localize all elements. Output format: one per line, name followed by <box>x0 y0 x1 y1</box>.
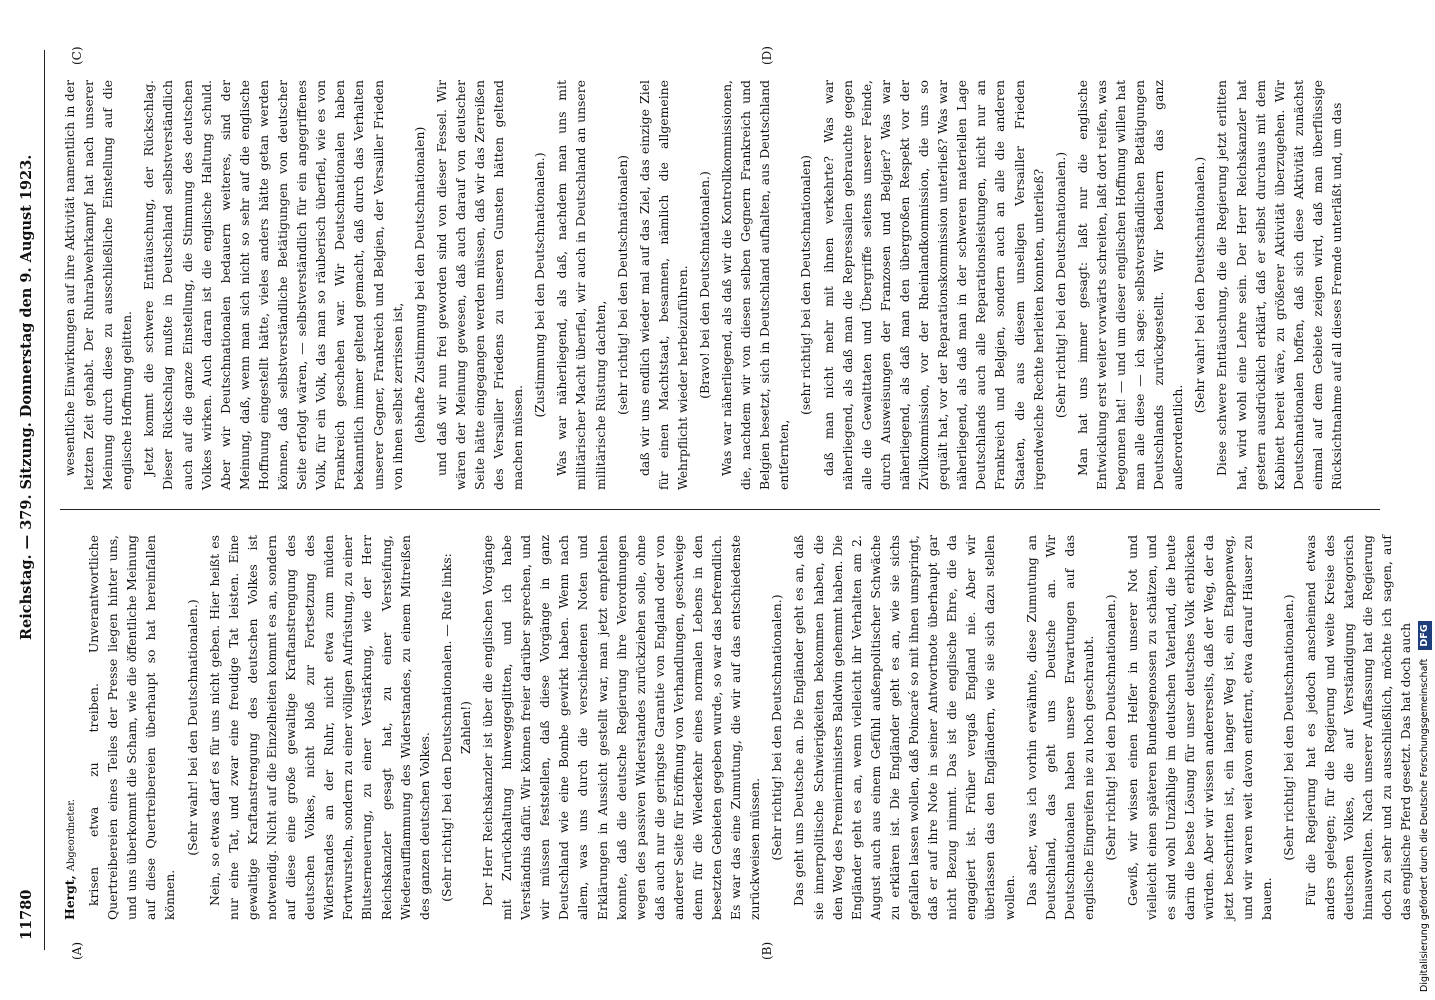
speaker-role: Abgeordneter. <box>66 798 77 872</box>
paragraph: und daß wir nun frei geworden sind von dieser Fessel. Wir wären der Meinung gewesen, daß auch darauf von deutscher Seite hätte eingegangen werden müssen, daß wir das Zerreißen des Versailler Friedens zu unseren Gunsten hätten geltend machen müssen. <box>433 80 526 490</box>
right-column-body <box>60 80 1346 490</box>
paragraph: Der Herr Reichskanzler ist über die englischen Vorgänge mit Zurückhaltung hinweggeglitten, und ich habe Verständnis dafür. Wir können freier darüber sprechen, und wir müssen feststellen, daß diese Vorgänge in ganz Deutschland wie eine Bombe gewirkt haben. Wenn nach allem, was uns durch die verschiedenen Noten und Erklärungen in Aussicht gestellt war, man jetzt empfehlen konnte, daß die deutsche Regierung ihre Verordnungen wegen des passiven Widerstandes zurückziehen solle, ohne daß auch nur die geringste Garantie von England oder von anderer Seite für Eröffnung von Verhandlungen, geschweige denn für die Wiederkehr eines normalen Lebens in den besetzten Gebieten gegeben wurde, so war das befremdlich. Es war das eine Zumutung, die wir auf das entschiedenste zurückweisen müssen. <box>479 535 763 920</box>
interjection: (Sehr richtig! bei den Deutschnationalen.) <box>1052 151 1068 419</box>
paragraph: Das geht uns Deutsche an. Die Engländer geht es an, daß sie innerpolitische Schwierigkeiten bekommen haben, die den Weg des Premierministers Baldwin gehemmt haben. Die Engländer geht es an, wenn vielleicht ihr Verhalten am 2. August auch aus einem Gefühl außenpolitischer Schwäche zu erklären ist. Die Engländer geht es an, wie sie sichs gefallen lassen wollen, daß Poincaré so mit ihnen umspringt, daß er auf ihre Note in seiner Antwortnote überhaupt gar nicht Bezug nimmt. Das ist die englische Ehre, die da engagiert ist. Früher vergaß England nie. Aber wir überlassen das den Engländern, wie sie sich dazu stellen wollen. <box>791 535 1017 920</box>
paragraph: daß wir uns endlich wieder mal auf das Ziel, das einzige Ziel für einen Machtstaat, besannen, nämlich die allgemeine Wehrpflicht wieder herbeizuführen. <box>636 80 690 490</box>
speaker-name: Hergt, <box>62 875 77 920</box>
interjection: (sehr richtig! bei den Deutschnationalen) <box>614 154 630 416</box>
paragraph: Für die Regierung hat es jedoch anscheinend etwas anders gelegen; für die Regierung und weite Kreise des deutschen Volkes, die auf Verständigung kategorisch hinauswollten. Nach unserer Auffassung hat die Regierung doch zu sehr und zu ausschließlich, möchte ich sagen, auf das englische Pferd gesetzt. Das hat doch auch <box>1302 535 1414 920</box>
page-number: 11780 <box>18 889 35 940</box>
margin-mark-a: (A) <box>70 941 84 960</box>
dfg-logo: DFG <box>1418 621 1432 649</box>
margin-mark-c: (C) <box>70 46 84 65</box>
header-rule <box>44 50 45 950</box>
interjection: (Sehr richtig! bei den Deutschnationalen.) <box>1102 594 1118 861</box>
interjection: (Sehr richtig! bei den Deutschnationalen.) <box>1280 594 1296 861</box>
speaker-line <box>60 535 81 920</box>
interjection: (Sehr richtig! bei den Deutschnationalen. — Rufe links: Zahlen!) <box>438 553 473 902</box>
left-column <box>60 535 1414 920</box>
margin-mark-b: (B) <box>760 941 774 960</box>
page-title: Reichstag. — 379. Sitzung. Donnerstag den 9. August 1923. <box>18 154 35 640</box>
paragraph: Gewiß, wir wissen einen Helfer in unserer Not und vielleicht einen späteren Bundesgenossen zu schätzen, und es sind wohl Unzählige im deutschen Vaterland, die heute darin die beste Lösung für unser deutsches Volk erblicken würden. Aber wir wissen andererseits, daß der Weg, der da jetzt beschritten ist, ein langer Weg ist, ein Etappenweg, und wir waren weit davon entfernt, etwa darauf Häuser zu bauen. <box>1125 535 1274 920</box>
column-divider <box>60 509 1380 510</box>
left-column-body <box>84 535 1415 920</box>
interjection: (Sehr wahr! bei den Deutschnationalen.) <box>1192 156 1208 414</box>
dfg-credit-text: Digitalisierung gefördert durch die Deutsche Forschungsgemeinschaft <box>1419 658 1430 992</box>
paragraph: wesentliche Einwirkungen auf ihre Aktivität namentlich in der letzten Zeit gehabt. Der Ruhrabwehrkampf hat nach unserer Meinung durch diese zu ausschließliche Einstellung auf die englische Hoffnung gelitten. <box>62 80 135 490</box>
interjection: (Sehr richtig! bei den Deutschnationalen.) <box>769 594 785 861</box>
paragraph: daß man nicht mehr mit ihnen verkehrte? Was war näherliegend, als daß man die Repressalien gebrauchte gegen alle die Gewalttaten und Übergriffe seitens unserer Feinde, durch Ausweisungen der Franzosen und Belgier? Was war näherliegend, als daß man den übergroßen Respekt vor der Zivilkommission, vor der Rheinlandkommission, die uns so gequält hat, vor der Reparationskommission unterließ? Was war näherliegend, als daß man in der schweren materiellen Lage Deutschlands auch alle Reparationsleistungen, nicht nur an Frankreich und Belgien, sondern auch an alle die anderen Staaten, die aus diesem unseligen Versailler Frieden irgendwelche Rechte herleiten konnten, unterließ? <box>820 80 1046 490</box>
paragraph: Diese schwere Enttäuschung, die die Regierung jetzt erlitten hat, wird wohl eine Lehre sein. Der Herr Reichskanzler hat gestern ausdrücklich erklärt, daß er selbst durchaus mit dem Kabinett bereit wäre, zu größerer Aktivität überzugehen. Wir Deutschnationalen hoffen, daß sich diese Aktivität zunächst einmal auf dem Gebiete zeigen wird, daß man überflüssige Rücksichtnahme auf all dieses Fremde unterläßt und, um das <box>1214 80 1344 490</box>
paragraph: krisen etwa zu treiben. Unverantwortliche Quertreibereien eines Teiles der Presse liegen hinter uns, und uns überkommt die Scham, wie die öffentliche Meinung auf diese Quertreibereien überhaupt so hat hereinfallen können. <box>86 535 178 920</box>
interjection: (lebhafte Zustimmung bei den Deutschnationalen) <box>411 126 427 444</box>
dfg-credit <box>1415 8 1435 992</box>
interjection: (Sehr wahr! bei den Deutschnationalen.) <box>184 599 200 856</box>
paragraph: Was war näherliegend, als daß wir die Kontrollkommissionen, die, nachdem wir von diesen selben Gegnern Frankreich und Belgien besetzt, sich in Deutschland aufhalten, aus Deutschland entfernten, <box>719 80 792 490</box>
paragraph: Nein, so etwas darf es für uns nicht geben. Hier heißt es nur eine Tat, und zwar eine freudige Tat leisten. Eine gewaltige Kraftanstrengung des deutschen Volkes ist notwendig. Nicht auf die Einzelheiten kommt es an, sondern auf diese eine große gewaltige Kraftanstrengung des deutschen Volkes, nicht bloß zur Fortsetzung des Widerstandes an der Ruhr, nicht etwa zum müden Fortwursteln, sondern zu einer völligen Aufrüstung, zu einer Blutserneuerung, zu einer Verstärkung, wie der Herr Reichskanzler gesagt hat, zu einer Versteifung, Wiederaufflammung des Widerstandes, zu einem Mitreißen des ganzen deutschen Volkes. <box>206 535 432 920</box>
margin-mark-d: (D) <box>760 46 774 65</box>
paragraph: Das aber, was ich vorhin erwähnte, diese Zumutung an Deutschland, das geht uns Deutsche an. Wir Deutschnationalen haben unsere Erwartungen auf das englische Eingreifen nie zu hoch geschraubt. <box>1023 535 1096 920</box>
paragraph: Was war näherliegend, als daß, nachdem man uns mit militärischer Macht überfiel, wir auch in Deutschland an unsere militärische Rüstung dachten, <box>554 80 608 490</box>
interjection: (Bravo! bei den Deutschnationalen.) <box>697 171 712 399</box>
interjection: (sehr richtig! bei den Deutschnationalen) <box>798 154 814 416</box>
interjection: (Zustimmung bei den Deutschnationalen.) <box>532 152 548 418</box>
paragraph: Man hat uns immer gesagt: laßt nur die englische Entwicklung erst weiter vorwärts schreiten, laßt dort reifen, was begonnen hat! — und um dieser englischen Hoffnung willen hat man alle diese — ich sage: selbstverständlichen Betätigungen Deutschlands zurückgestellt. Wir bedauern das ganz außerordentlich. <box>1074 80 1186 490</box>
paragraph: Jetzt kommt die schwere Enttäuschung, der Rückschlag. Dieser Rückschlag mußte in Deutschland selbstverständlich auch auf die ganze Einstellung, die Stimmung des deutschen Volkes wirken. Auch daran ist die englische Haltung schuld. Aber wir Deutschnationalen bedauern weiteres, sind der Meinung, daß, wenn man sich nicht so sehr auf die englische Hoffnung eingestellt hätte, vieles anders hätte getan werden können, daß selbstverständliche Betätigungen von deutscher Seite erfolgt wären, — selbstverständlich für ein angegriffenes Volk, für ein Volk, das man so räuberisch überfiel, wie es von Frankreich geschehen war. Wir Deutschnationalen haben bekanntlich immer geltend gemacht, daß durch das Verhalten unserer Gegner, Frankreich und Belgien, der Versailler Frieden von ihnen selbst zerrissen ist, <box>141 80 405 490</box>
right-column <box>60 80 1380 490</box>
